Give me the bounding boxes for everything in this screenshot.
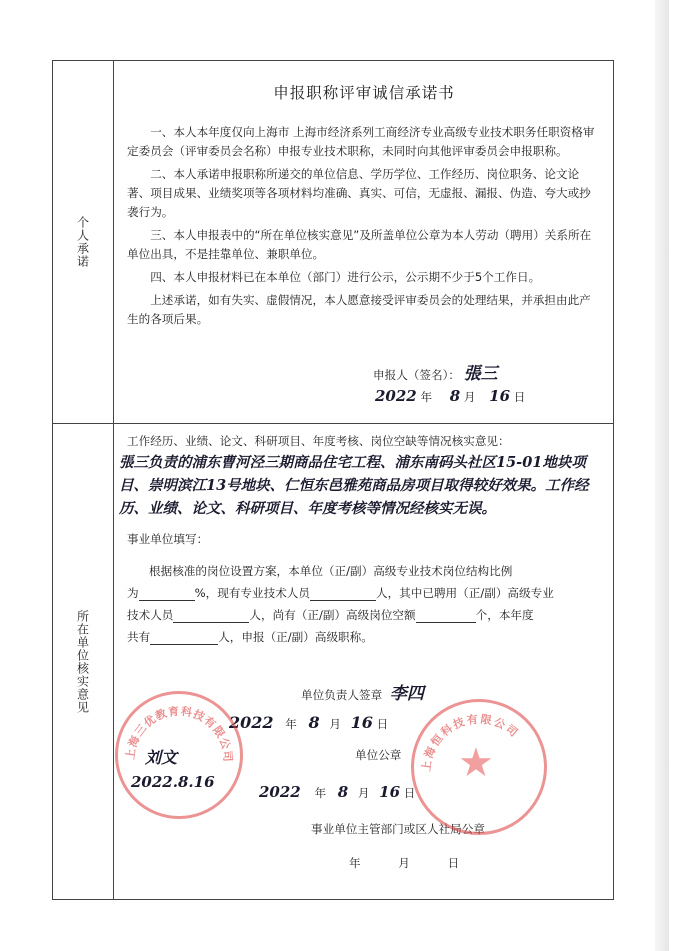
signer-date-day: 16 (489, 387, 511, 405)
page-title: 申报职称评审诚信承诺书 (273, 84, 455, 102)
dept-seal-label: 事业单位主管部门或区人社局公章 (311, 822, 485, 836)
year-char: 年 (420, 390, 433, 404)
left-seal-signature: 刘文 (145, 748, 178, 767)
senior-hired-blank[interactable] (173, 622, 249, 623)
signer-label: 申报人（签名）： (373, 368, 460, 382)
seal-star-icon: ★ (458, 740, 494, 786)
month-char: 月 (463, 390, 476, 404)
quota-3b: 人，尚有（正/副）高级岗位空额 (249, 608, 416, 622)
seal-month-char: 月 (357, 786, 370, 800)
unit-seal-label: 单位公章 (355, 748, 402, 762)
page-edge (655, 0, 669, 951)
commitment-clause-1: 一、本人本年度仅向上海市 上海市经济系列工商经济专业高级专业技术职务任职资格审定委员会（评审委员会名称）申报专业技术职称，未同时向其他评审委员会申报职称。 (127, 125, 595, 158)
seal-year-char: 年 (314, 786, 327, 800)
seal-date-day: 16 (379, 783, 401, 801)
commitment-clause-4: 四、本人申报材料已在本单位（部门）进行公示，公示期不少于5个工作日。 (150, 270, 541, 284)
signer-date-month: 8 (449, 387, 461, 405)
seal-date-year: 2022 (259, 783, 301, 801)
left-seal-text: 上海三优教育科技有限公司 (123, 704, 235, 764)
verification-heading: 工作经历、业绩、论文、科研项目、年度考核、岗位空缺等情况核实意见： (127, 434, 510, 448)
seal-day-char: 日 (403, 786, 416, 800)
staff-count-blank[interactable] (310, 600, 376, 601)
quota-4b: 人，申报（正/副）高级职称。 (218, 630, 373, 644)
quota-3a: 技术人员 (127, 608, 174, 622)
left-seal-date: 2022.8.16 (131, 773, 215, 791)
right-seal-text: 上海恒科技有限公司 (419, 712, 522, 773)
head-date-day: 16 (350, 713, 373, 732)
quota-2a: 为 (127, 586, 139, 600)
seal-date-month: 8 (337, 783, 349, 801)
quota-line-4 (127, 629, 373, 645)
signer-date (375, 387, 525, 405)
row-divider (53, 423, 613, 424)
quota-3c: 个，本年度 (475, 608, 534, 622)
right-company-seal (411, 699, 547, 835)
quota-2b: %，现有专业技术人员 (194, 586, 310, 600)
head-sign-label: 单位负责人签章 (301, 688, 383, 702)
applicant-count-blank[interactable] (150, 644, 218, 645)
head-date-year: 2022 (229, 713, 274, 732)
head-year-char: 年 (285, 717, 297, 731)
blank-date (349, 855, 459, 871)
column-divider (113, 61, 114, 899)
commitment-clause-5: 上述承诺，如有失实、虚假情况，本人愿意接受评审委员会的处理结果，并承担由此产生的各项后果。 (127, 293, 591, 326)
side-label-verification: 所在单位核实意见 (75, 610, 90, 714)
verification-handwritten-note: 張三负责的浦东曹河泾三期商品住宅工程、浦东南码头社区15-01地块项目、崇明滨江13号地块、仁恒东邑雅苑商品房项目取得较好效果。工作经历、业绩、论文、科研项目、年度考核等情况经核实无误。 (119, 454, 589, 517)
signer-date-year: 2022 (375, 387, 417, 405)
signer-line (373, 359, 498, 384)
left-company-seal (115, 691, 243, 819)
quota-line-3 (127, 607, 534, 623)
head-signature: 李四 (389, 684, 424, 704)
blank-month: 月 (398, 856, 410, 870)
commitment-form (52, 60, 614, 900)
seal-date (259, 783, 415, 801)
head-date-month: 8 (308, 713, 320, 732)
day-char: 日 (513, 390, 526, 404)
head-day-char: 日 (376, 717, 389, 731)
left-seal-ring (118, 694, 240, 816)
commitment-body (127, 123, 597, 329)
vacancy-blank[interactable] (416, 622, 476, 623)
svg-text:上海三优教育科技有限公司 (123, 704, 236, 764)
quota-line-1: 根据核准的岗位设置方案，本单位（正/副）高级专业技术岗位结构比例 (149, 564, 513, 578)
quota-line-2 (127, 585, 554, 601)
blank-day: 日 (447, 856, 460, 870)
head-sign-line (301, 679, 424, 704)
signer-signature: 張三 (463, 364, 498, 384)
commitment-clause-2: 二、本人承诺申报职称所递交的单位信息、学历学位、工作经历、岗位职务、论文论著、项目成果、业绩奖项等各项材料均准确、真实、可信，无虚报、漏报、伪造、夸大或抄袭行为。 (127, 167, 591, 219)
quota-4a: 共有 (127, 630, 151, 644)
ratio-blank[interactable] (139, 600, 195, 601)
blank-year: 年 (349, 856, 361, 870)
quota-2c: 人，其中已聘用（正/副）高级专业 (375, 586, 554, 600)
head-month-char: 月 (329, 717, 341, 731)
side-label-commitment: 个人承诺 (75, 216, 90, 268)
head-date (229, 713, 388, 732)
filler-label: 事业单位填写： (127, 532, 209, 546)
commitment-clause-3: 三、本人申报表中的“所在单位核实意见”及所盖单位公章为本人劳动（聘用）关系所在单位出具，不是挂靠单位、兼职单位。 (127, 228, 592, 261)
